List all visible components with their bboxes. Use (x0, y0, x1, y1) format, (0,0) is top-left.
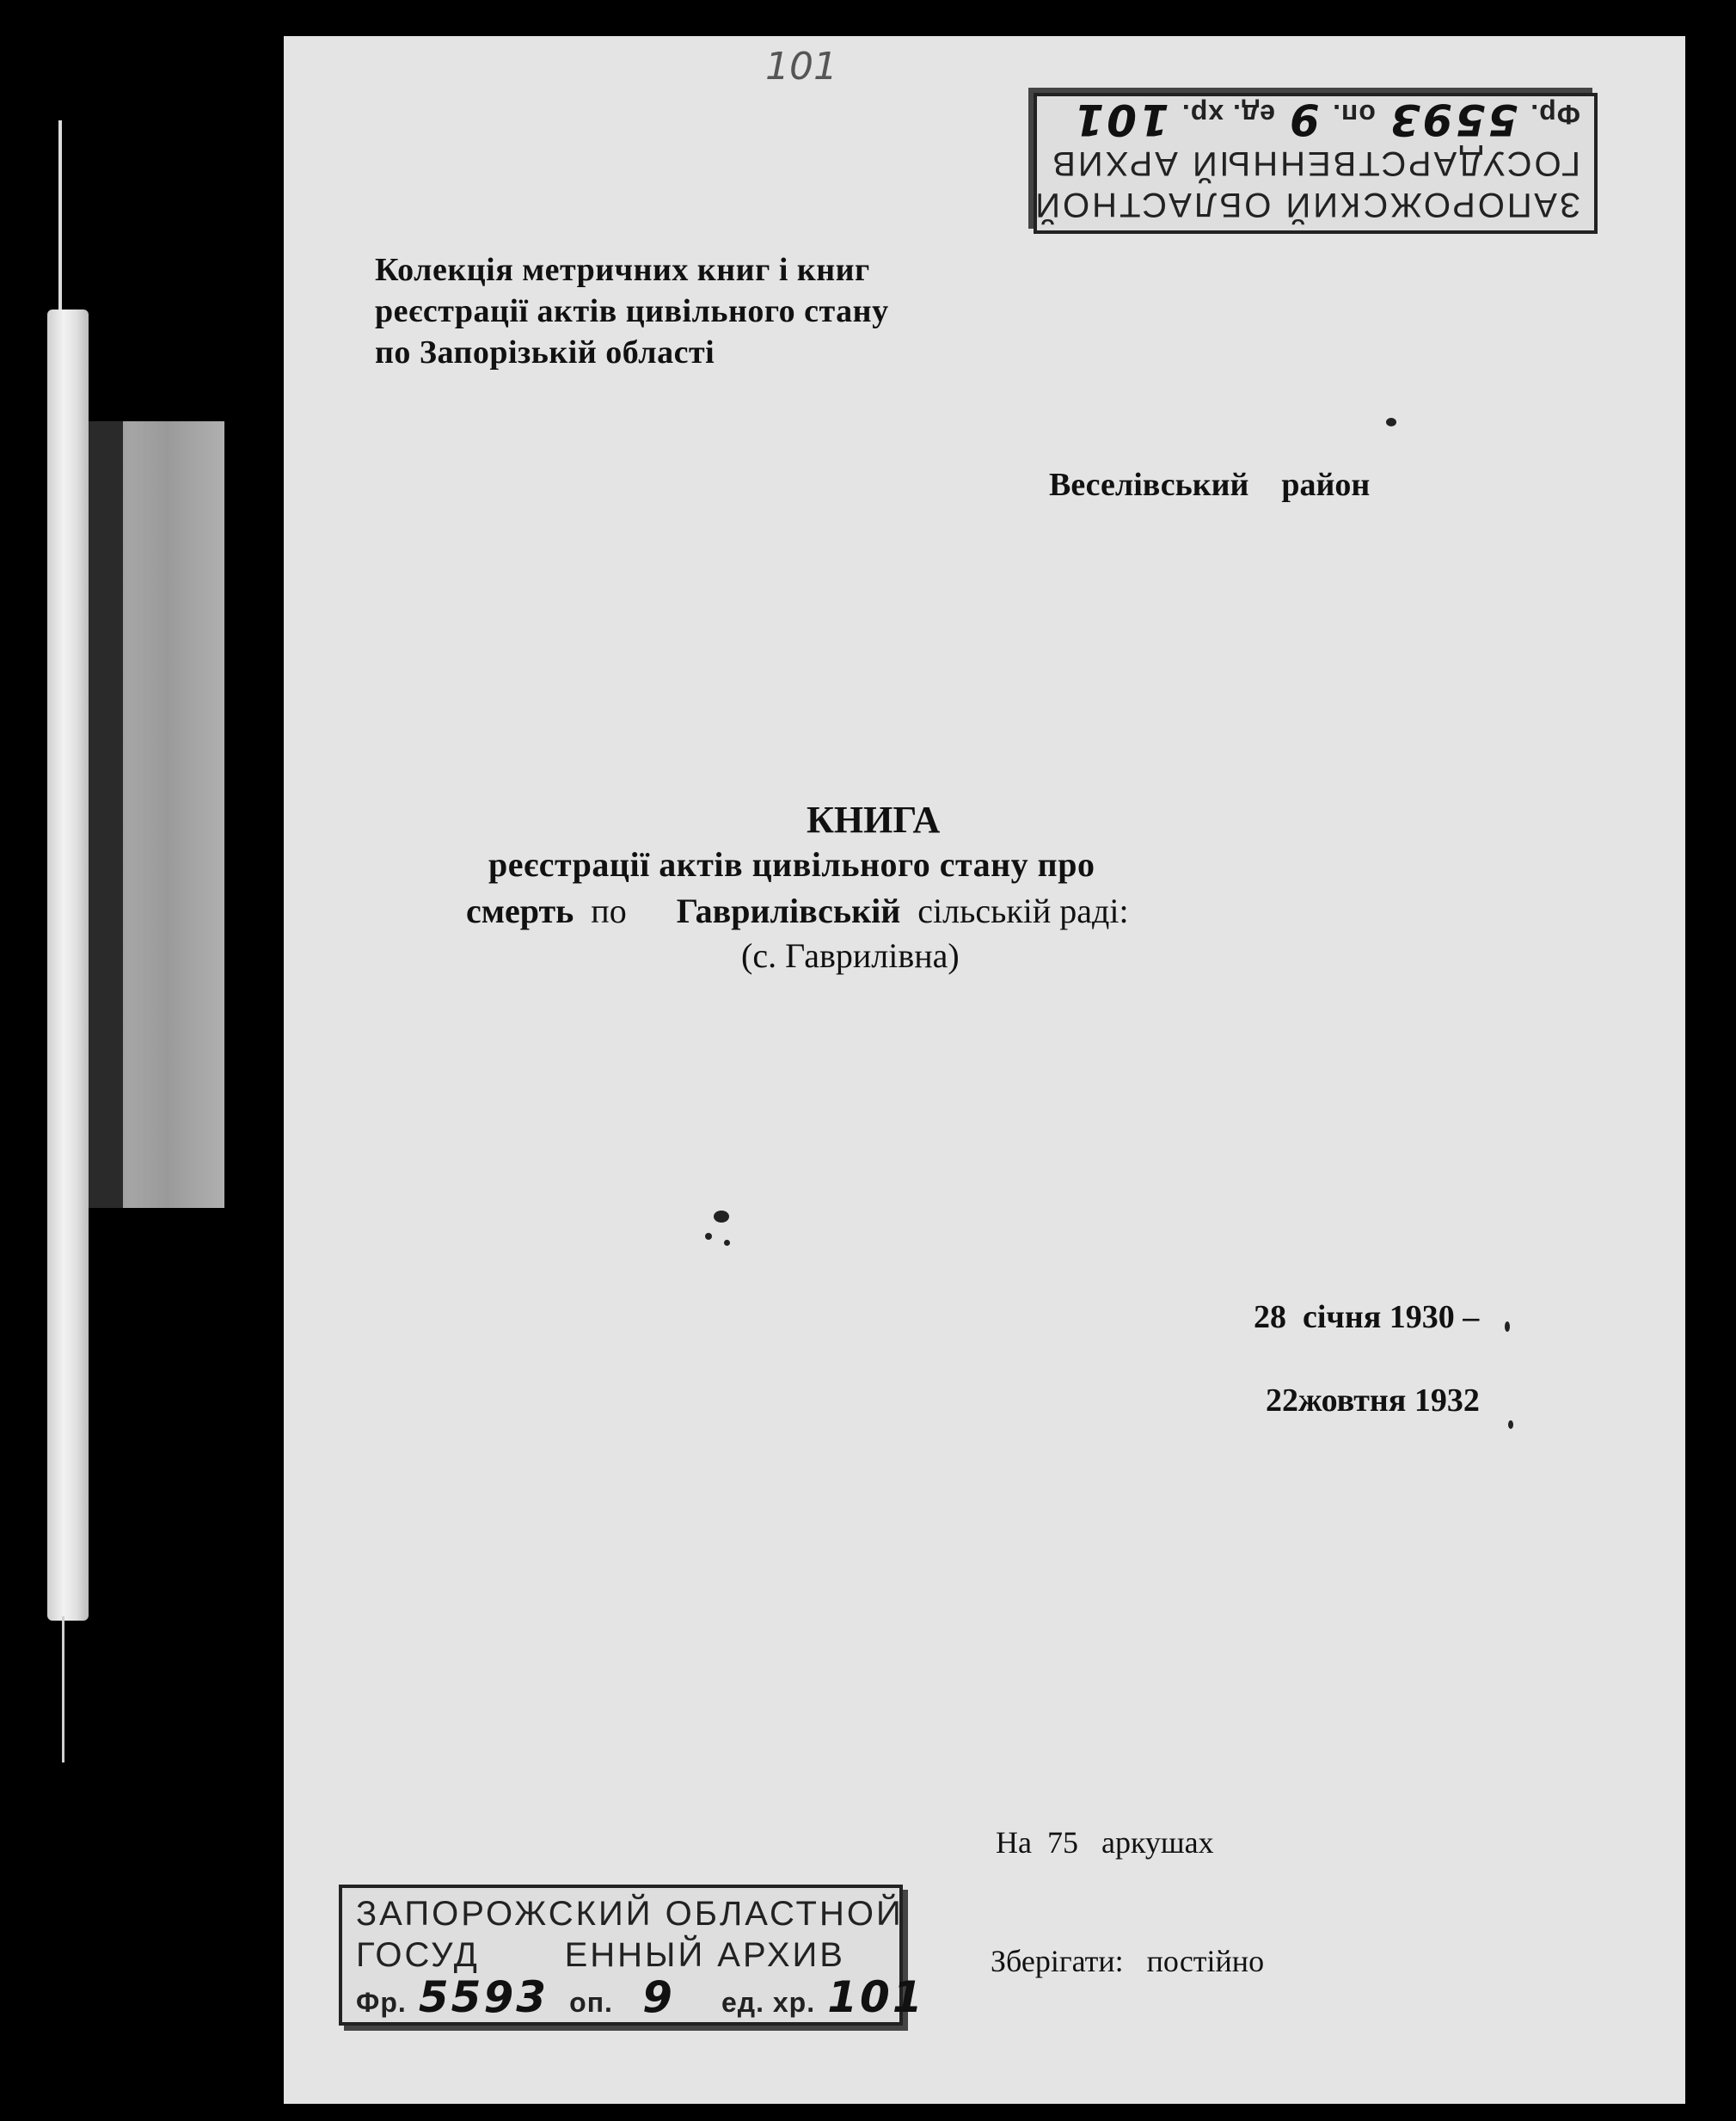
book-village: (с. Гаврилівна) (741, 936, 960, 975)
ink-speck (705, 1233, 712, 1240)
stamp-top-fond-value: 5593 (1387, 95, 1518, 144)
ink-speck (724, 1240, 730, 1246)
stamp-fond-label: Фр. (356, 1987, 407, 2018)
collection-line-3: по Запорізькій області (375, 334, 715, 371)
stamp-archive-name-line2: ГОСУД ЕННЫЙ АРХИВ (356, 1936, 845, 1974)
stamp-top-fond-label: Фр. (1530, 99, 1580, 130)
ink-speck (1508, 1420, 1513, 1429)
binding-thread-bottom (62, 1616, 64, 1762)
storage-term: Зберігати: постійно (991, 1944, 1265, 1978)
ink-speck (1505, 1321, 1510, 1332)
stamp-top-opis-label: оп. (1332, 99, 1376, 130)
ink-blot (714, 1211, 729, 1223)
stamp-top-archive-name-line2: ГОСУДАРСТВЕННЫЙ АРХИВ (1050, 144, 1580, 182)
date-range-start: 28 січня 1930 – (1254, 1299, 1480, 1335)
stamp-fond-value: 5593 (418, 1972, 549, 2022)
book-title: КНИГА (807, 799, 941, 841)
stamp-top-reference-line (1071, 95, 1580, 144)
ink-speck (1386, 418, 1396, 426)
book-subtitle-line2 (466, 891, 1129, 931)
collection-line-2: реєстрації актів цивільного стану (375, 293, 889, 329)
archive-stamp-top (1034, 93, 1598, 234)
book-council-name: Гаврилівській (676, 892, 901, 930)
stamp-opis-label: оп. (569, 1987, 613, 2018)
stamp-opis-value: 9 (642, 1972, 675, 2022)
stamp-unit-label: ед. хр. (721, 1987, 816, 2018)
date-range-end: 22жовтня 1932 (1266, 1382, 1480, 1419)
stamp-top-opis-value: 9 (1287, 95, 1320, 144)
book-preposition: по (591, 892, 627, 930)
stamp-archive-name-line1: ЗАПОРОЖСКИЙ ОБЛАСТНОЙ (356, 1895, 904, 1933)
rolled-paper-margin (47, 310, 89, 1621)
document-page (284, 36, 1685, 2104)
book-subtitle-line1: реєстрації актів цивільного стану про (488, 845, 1095, 884)
book-council-type: сільській раді: (917, 892, 1129, 930)
stamp-top-archive-name-line1: ЗАПОРОЖСКИЙ ОБЛАСТНОЙ (1033, 186, 1580, 224)
stamp-unit-value: 101 (827, 1972, 925, 2022)
archive-stamp-bottom (339, 1885, 925, 2026)
handwritten-page-number: 101 (765, 45, 837, 89)
district-name: Веселівський район (1049, 467, 1371, 503)
collection-line-1: Колекція метричних книг і книг (375, 252, 870, 288)
binding-thread-top (58, 120, 62, 318)
stamp-top-unit-value: 101 (1071, 95, 1169, 144)
stamp-reference-line (356, 1972, 925, 2022)
stamp-top-unit-label: ед. хр. (1181, 99, 1276, 130)
sheet-count: На 75 аркушах (996, 1825, 1214, 1860)
book-record-type: смерть (466, 892, 574, 930)
